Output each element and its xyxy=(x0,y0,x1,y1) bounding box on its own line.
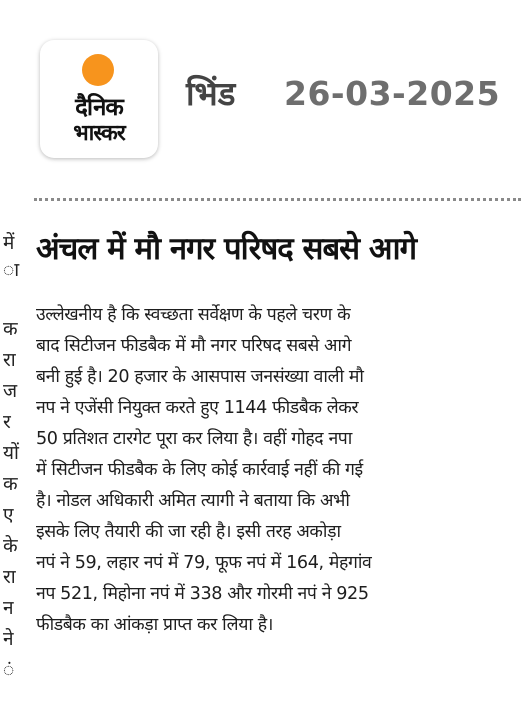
article-line: में सिटीजन फीडबैक के लिए कोई कार्रवाई नहीं की गई xyxy=(36,460,363,480)
article-line: नपं ने 59, लहार नपं में 79, फूफ नपं में 164, मेहगांव xyxy=(36,553,372,573)
adjacent-fragment: में xyxy=(3,232,15,254)
adjacent-fragment: न xyxy=(3,597,14,619)
dotted-divider xyxy=(34,198,521,201)
article-line: फीडबैक का आंकड़ा प्राप्त कर लिया है। xyxy=(36,615,273,635)
sun-icon xyxy=(82,54,114,86)
adjacent-fragment: ं xyxy=(3,659,15,681)
logo-wordmark-line1: दैनिक xyxy=(75,93,123,121)
edition-city: भिंड xyxy=(186,74,236,113)
article-line: इसके लिए तैयारी की जा रही है। इसी तरह अकोड़ा xyxy=(36,522,341,542)
article-line: बाद सिटीजन फीडबैक में मौ नगर परिषद सबसे आगे xyxy=(36,336,352,356)
article-body xyxy=(36,300,514,641)
article-headline: अंचल में मौ नगर परिषद सबसे आगे xyxy=(36,231,417,267)
adjacent-fragment: ा xyxy=(3,259,20,281)
article-line: उल्लेखनीय है कि स्वच्छता सर्वेक्षण के पहले चरण के xyxy=(36,305,351,325)
adjacent-fragment: क xyxy=(3,473,18,495)
adjacent-fragment: र xyxy=(3,411,11,433)
adjacent-column-fragment xyxy=(0,230,22,684)
adjacent-fragment: ने xyxy=(3,628,14,650)
adjacent-fragment: यों xyxy=(3,442,19,464)
adjacent-fragment: ए xyxy=(3,504,14,526)
article-line: नप ने एजेंसी नियुक्त करते हुए 1144 फीडबैक लेकर xyxy=(36,398,359,418)
adjacent-fragment: क xyxy=(3,318,18,340)
edition-date: 26-03-2025 xyxy=(284,74,501,113)
article-line: बनी हुई है। 20 हजार के आसपास जनसंख्या वाली मौ xyxy=(36,367,364,387)
article-line: है। नोडल अधिकारी अमित त्यागी ने बताया कि अभी xyxy=(36,491,350,511)
logo-wordmark-line2: भास्कर xyxy=(73,121,125,146)
adjacent-fragment: के xyxy=(3,535,18,557)
adjacent-fragment: रा xyxy=(3,566,16,588)
dainik-bhaskar-logo xyxy=(40,40,158,158)
adjacent-fragment: ज xyxy=(3,380,18,402)
article-line: 50 प्रतिशत टारगेट पूरा कर लिया है। वहीं गोहद नपा xyxy=(36,429,352,449)
adjacent-fragment: रा xyxy=(3,349,16,371)
article-line: नप 521, मिहोना नपं में 338 और गोरमी नपं ने 925 xyxy=(36,584,369,604)
